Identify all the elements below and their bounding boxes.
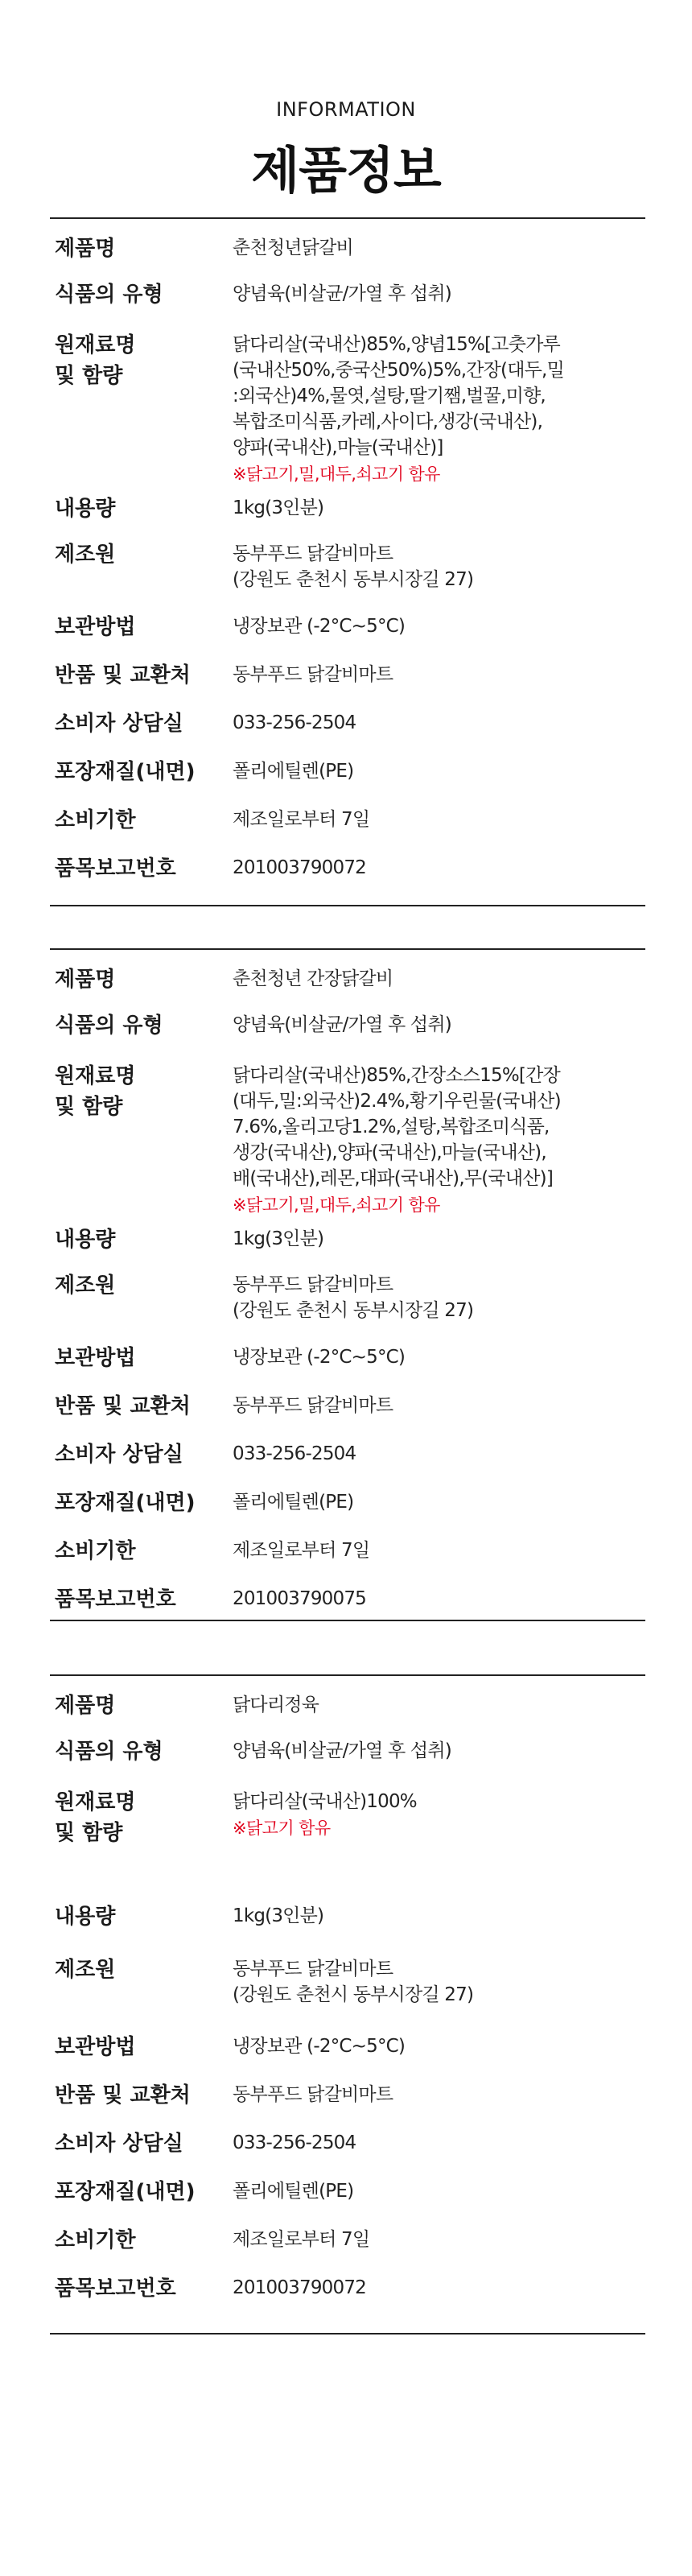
info-value: [233, 1692, 617, 1718]
info-value: [233, 2033, 617, 2059]
info-value: [233, 807, 617, 832]
info-label: 소비기한: [55, 2228, 136, 2252]
info-value-text: 냉장보관 (-2°C~5°C): [233, 1347, 406, 1368]
info-label: 반품 및 교환처: [55, 663, 191, 687]
info-value-text: 춘천청년닭갈비: [233, 237, 353, 258]
info-value-text: 냉장보관 (-2°C~5°C): [233, 2036, 406, 2057]
info-value-text: 201003790072: [233, 857, 366, 878]
info-label: 보관방법: [55, 615, 136, 639]
info-label: 소비자 상담실: [55, 1443, 183, 1467]
section-top-divider: [50, 1674, 645, 1676]
info-value: [233, 1789, 617, 1842]
info-label: 품목보고번호: [55, 1587, 176, 1612]
info-value: [233, 2082, 617, 2107]
info-label: 내용량: [55, 497, 116, 521]
info-value: [233, 855, 617, 881]
info-value: [233, 541, 617, 592]
info-value-text: 동부푸드 닭갈비마트: [233, 2084, 393, 2105]
info-value-text: 닭다리살(국내산)85%,간장소스15%[간장 (대두,밀:외국산)2.4%,황기우린물(국내산) 7.6%,올리고당1.2%,설탕,복합조미식품, 생강(국내산),양파(국내산),마늘(국내산), 배(국내산),레몬,대파(국내산),무(국내산)]: [233, 1065, 561, 1189]
info-value-text: 양념육(비살균/가열 후 섭취): [233, 1014, 451, 1035]
info-value: [233, 1441, 617, 1467]
info-value-text: 폴리에틸렌(PE): [233, 1492, 354, 1513]
info-value: [233, 495, 617, 521]
info-label: 제조원: [55, 543, 116, 567]
info-value-text: 동부푸드 닭갈비마트 (강원도 춘천시 동부시장길 27): [233, 1274, 474, 1321]
info-value-text: 닭다리정육: [233, 1695, 319, 1715]
info-label: 품목보고번호: [55, 857, 176, 881]
header-subtitle: INFORMATION: [276, 98, 416, 121]
info-value: [233, 2130, 617, 2156]
info-label: 식품의 유형: [55, 1740, 163, 1764]
info-value: [233, 1956, 617, 2008]
info-value: [233, 2227, 617, 2252]
info-value-text: 201003790072: [233, 2277, 366, 2298]
info-value-text: 폴리에틸렌(PE): [233, 2181, 354, 2202]
section-top-divider: [50, 948, 645, 950]
info-label: 반품 및 교환처: [55, 2083, 191, 2107]
section-top-divider: [50, 217, 645, 219]
allergy-notice: ※닭고기,밀,대두,쇠고기 함유: [233, 1195, 440, 1215]
info-value-text: 033-256-2504: [233, 712, 356, 733]
info-value-text: 033-256-2504: [233, 1443, 356, 1464]
info-value: [233, 2275, 617, 2301]
info-label: 포장재질(내면): [55, 2180, 196, 2204]
info-value: [233, 1393, 617, 1418]
info-value: [233, 1738, 617, 1764]
info-value: [233, 1272, 617, 1323]
info-value-text: 1kg(3인분): [233, 497, 324, 518]
info-value-text: 033-256-2504: [233, 2132, 356, 2153]
info-value-text: 폴리에틸렌(PE): [233, 761, 354, 782]
info-value-text: 1kg(3인분): [233, 1228, 324, 1249]
info-value: [233, 235, 617, 261]
info-label: 제품명: [55, 968, 116, 992]
info-value: [233, 1538, 617, 1563]
info-value-text: 제조일로부터 7일: [233, 809, 370, 830]
info-value: [233, 1063, 617, 1219]
allergy-notice: ※닭고기 함유: [233, 1818, 331, 1838]
info-value: [233, 1344, 617, 1370]
info-label: 품목보고번호: [55, 2277, 176, 2301]
info-value-text: 닭다리살(국내산)100%: [233, 1791, 417, 1812]
info-label: 식품의 유형: [55, 1013, 163, 1038]
info-label: 소비자 상담실: [55, 2132, 183, 2156]
info-label: 원재료명 및 함량: [55, 1790, 136, 1845]
info-value-text: 냉장보관 (-2°C~5°C): [233, 616, 406, 637]
info-label: 보관방법: [55, 1346, 136, 1370]
info-label: 소비자 상담실: [55, 712, 183, 736]
info-label: 포장재질(내면): [55, 1491, 196, 1515]
info-value: [233, 1489, 617, 1515]
info-value: [233, 662, 617, 687]
info-value-text: 동부푸드 닭갈비마트 (강원도 춘천시 동부시장길 27): [233, 543, 474, 590]
info-value-text: 동부푸드 닭갈비마트: [233, 664, 393, 685]
info-label: 소비기한: [55, 1539, 136, 1563]
info-label: 원재료명 및 함량: [55, 1064, 136, 1119]
info-value: [233, 281, 617, 307]
info-label: 제품명: [55, 1694, 116, 1718]
info-label: 제품명: [55, 237, 116, 261]
info-value: [233, 710, 617, 736]
info-label: 원재료명 및 함량: [55, 333, 136, 388]
allergy-notice: ※닭고기,밀,대두,쇠고기 함유: [233, 464, 440, 484]
info-value: [233, 1226, 617, 1252]
info-value: [233, 332, 617, 488]
info-value: [233, 2178, 617, 2204]
info-value: [233, 758, 617, 784]
info-value-text: 제조일로부터 7일: [233, 1540, 370, 1561]
info-value-text: 양념육(비살균/가열 후 섭취): [233, 283, 451, 304]
section-bottom-divider: [50, 1620, 645, 1621]
page-title: 제품정보: [251, 141, 441, 200]
info-value-text: 1kg(3인분): [233, 1905, 324, 1926]
info-value-text: 양념육(비살균/가열 후 섭취): [233, 1740, 451, 1761]
info-value: [233, 1012, 617, 1038]
info-value-text: 춘천청년 간장닭갈비: [233, 968, 393, 989]
info-label: 반품 및 교환처: [55, 1394, 191, 1418]
info-value: [233, 1903, 617, 1929]
info-label: 제조원: [55, 1274, 116, 1298]
info-label: 내용량: [55, 1905, 116, 1929]
info-value-text: 닭다리살(국내산)85%,양념15%[고춧가루 (국내산50%,중국산50%)5%,간장(대두,밀 :외국산)4%,물엿,설탕,딸기쨈,벌꿀,미향, 복합조미식품,카레,사이다,생강(국내산), 양파(국내산),마늘(국내산)]: [233, 334, 564, 458]
info-value: [233, 966, 617, 992]
info-label: 소비기한: [55, 808, 136, 832]
info-value-text: 201003790075: [233, 1588, 366, 1609]
info-value: [233, 613, 617, 639]
info-label: 포장재질(내면): [55, 760, 196, 784]
info-value-text: 동부푸드 닭갈비마트 (강원도 춘천시 동부시장길 27): [233, 1959, 474, 2005]
info-label: 식품의 유형: [55, 283, 163, 307]
info-value: [233, 1586, 617, 1612]
section-bottom-divider: [50, 2333, 645, 2334]
info-label: 제조원: [55, 1958, 116, 1982]
info-label: 내용량: [55, 1228, 116, 1252]
info-value-text: 동부푸드 닭갈비마트: [233, 1395, 393, 1416]
info-label: 보관방법: [55, 2035, 136, 2059]
section-bottom-divider: [50, 905, 645, 906]
info-value-text: 제조일로부터 7일: [233, 2229, 370, 2250]
